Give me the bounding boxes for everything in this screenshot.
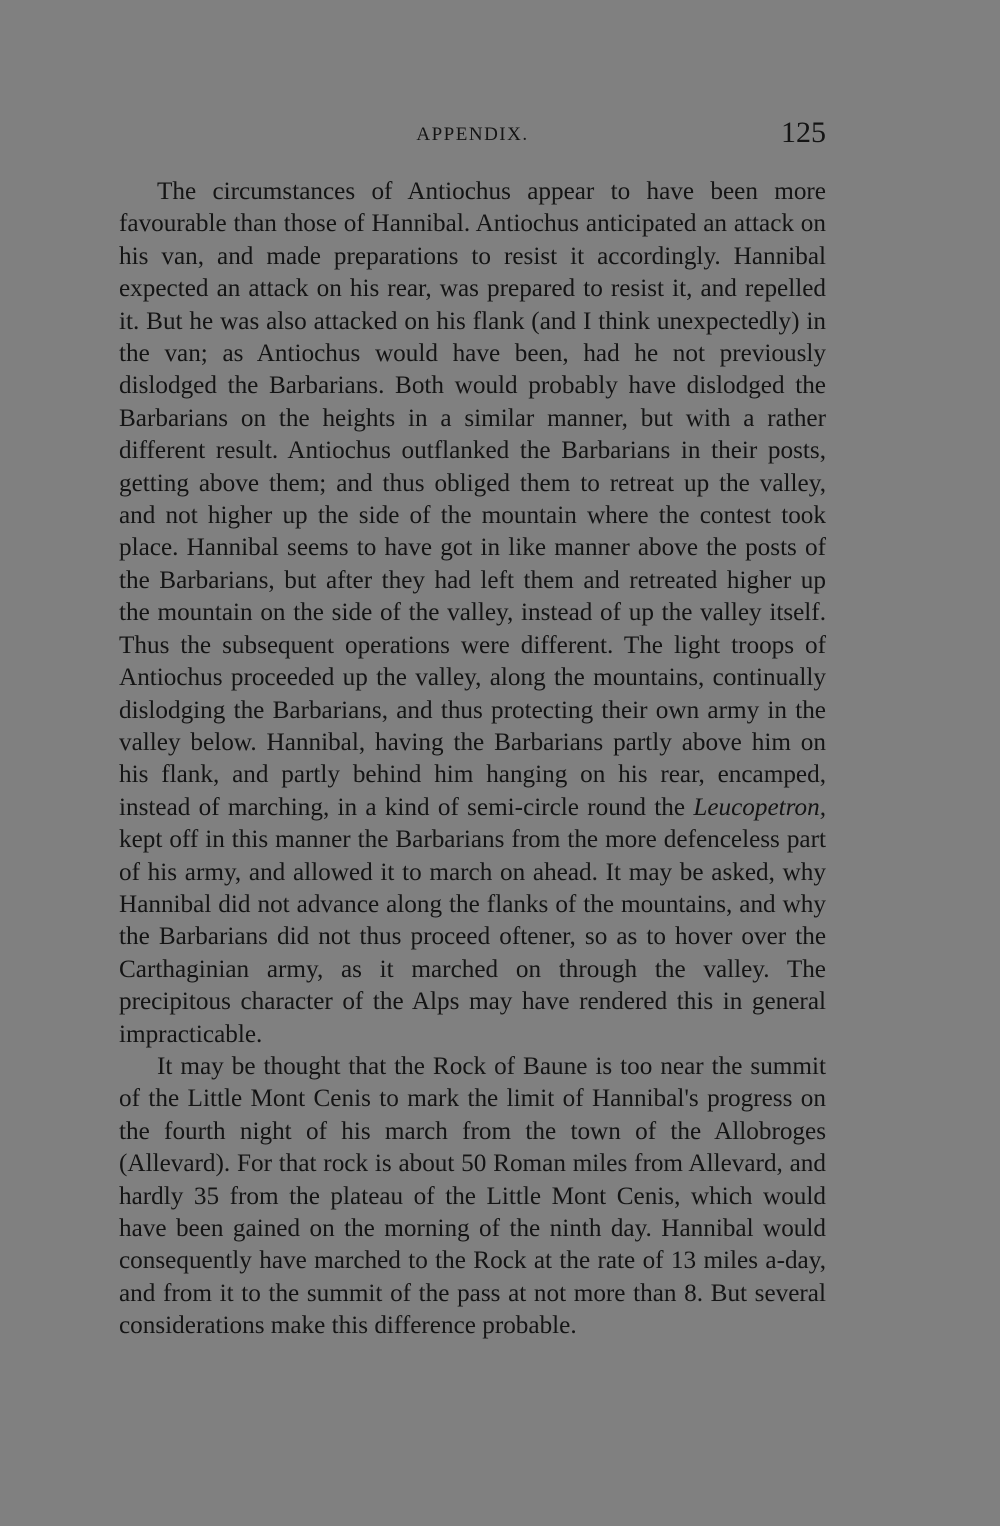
paragraph-2: It may be thought that the Rock of Baune is too near the summit of the Little Mont Cenis to mark the limit of Hannibal's progress on the fourth night of his march from the town of the Allobroges (Allevard). For that rock is about 50 Roman miles from Allevard, and hardly 35 from the plateau of the Little Mont Cenis, which would have been gained on the morning of the ninth day. Hannibal would consequently have marched to the Rock at the rate of 13 miles a-day, and from it to the summit of the pass at not more than 8. But several considerations make this difference probable. <box>119 1052 826 1340</box>
book-page <box>119 110 826 1343</box>
running-title: APPENDIX. <box>416 124 529 145</box>
page-number: 125 <box>781 116 826 149</box>
paragraph-1 <box>119 176 826 1051</box>
running-header <box>119 110 826 158</box>
paragraph-1-continuation: kept off in this manner the Barbarians from the more defenceless part of his army, and allowed it to march on ahead. It may be asked, why Hannibal did not advance along the flanks of the mountains, and why the Barbarians did not thus proceed oftener, so as to hover over the Carthaginian army, as it marched on through the valley. The precipitous character of the Alps may have rendered this in general impracticable. <box>119 826 826 1048</box>
paragraph-1-text: The circumstances of Antiochus appear to have been more favourable than those of Hannibal. Antiochus anticipated an attack on his van, and made preparations to resist it accordingly. Hannibal expected an attack on his rear, was prepared to resist it, and repelled it. But he was also attacked on his flank (and I think unexpectedly) in the van; as Antiochus would have been, had he not previously dislodged the Barbarians. Both would probably have dislodged the Barbarians on the heights in a similar manner, but with a rather different result. Antiochus outflanked the Barbarians in their posts, getting above them; and thus obliged them to retreat up the valley, and not higher up the side of the mountain where the contest took place. Hannibal seems to have got in like manner above the posts of the Barbarians, but after they had left them and retreated higher up the mountain on the side of the valley, instead of up the valley itself. Thus the subsequent operations were different. The light troops of Antiochus proceeded up the valley, along the mountains, continually dislodging the Barbarians, and thus protecting their own army in the valley below. Hannibal, having the Barbarians partly above him on his flank, and partly behind him hanging on his rear, encamped, instead of marching, in a kind of semi-circle round the <box>119 178 826 821</box>
body-text <box>119 176 826 1343</box>
italic-term: Leucopetron, <box>693 793 827 821</box>
